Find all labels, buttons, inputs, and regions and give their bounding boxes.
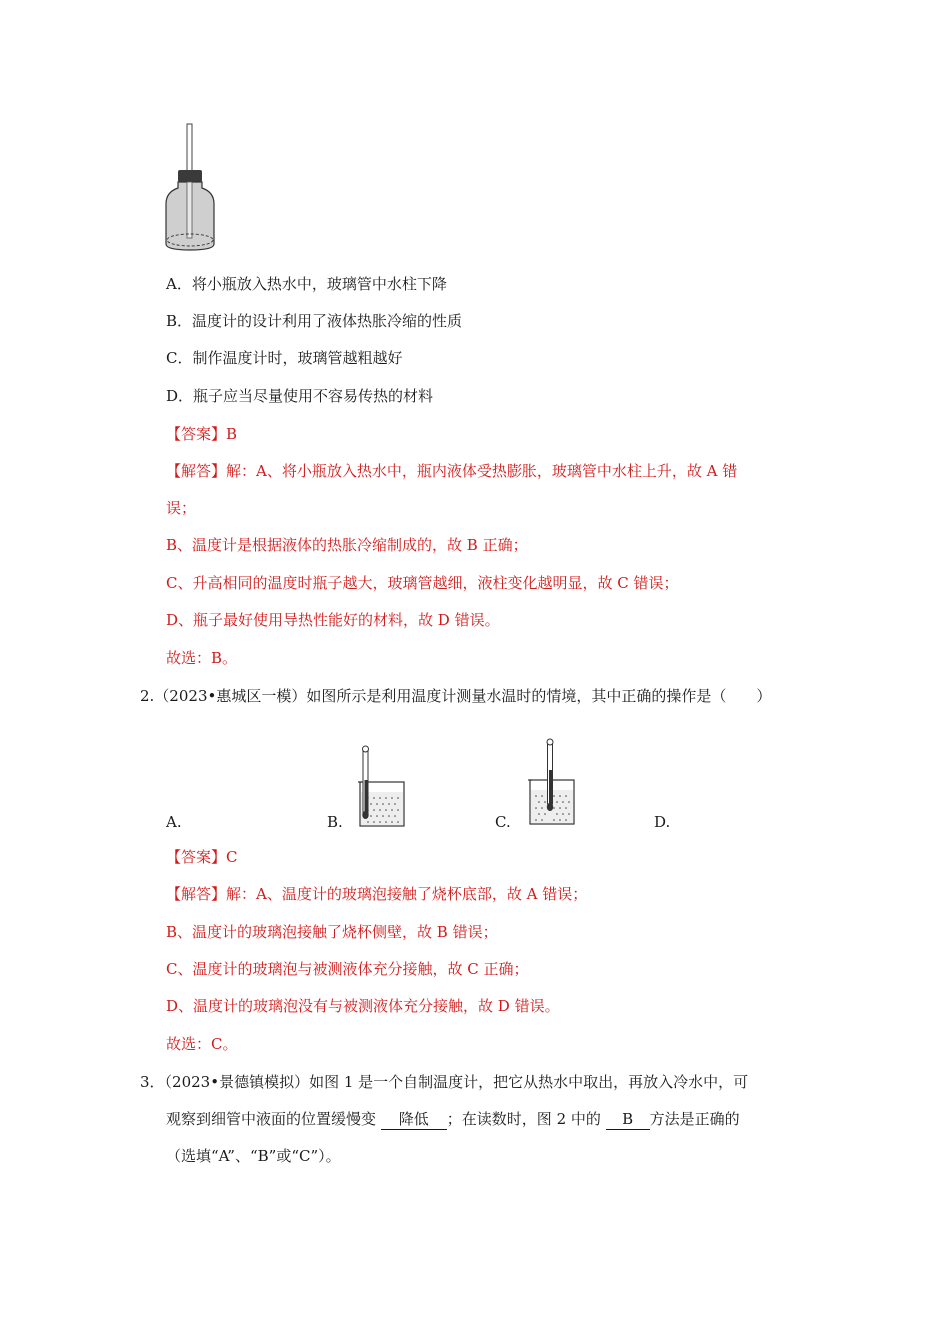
q2-answer-label: 【答案】 xyxy=(166,848,227,866)
q3-line-1: 3．（2023•景德镇模拟）如图 1 是一个自制温度计，把它从热水中取出，再放入冷水中，可 xyxy=(140,1073,749,1091)
q2-figure-c xyxy=(524,736,580,828)
q2-analysis-line-2: B、温度计的玻璃泡接触了烧杯侧壁，故 B 错误； xyxy=(166,923,498,941)
q3-line-2-post: 方法是正确的 xyxy=(649,1110,740,1128)
q1-analysis-line-6: 故选：B。 xyxy=(166,649,238,667)
q1-analysis-line-4: C、升高相同的温度时瓶子越大，玻璃管越细，液柱变化越明显，故 C 错误； xyxy=(166,574,679,592)
q3-blank-1: 降低 xyxy=(381,1109,447,1130)
q1-analysis-line-1 xyxy=(166,461,737,481)
q1-answer-value: B xyxy=(226,425,238,443)
q1-analysis-line-2: 误； xyxy=(166,499,197,517)
q2-stem: 2.（2023•惠城区一模）如图所示是利用温度计测量水温时的情境，其中正确的操作是（ ） xyxy=(140,687,772,705)
q2-option-a-label: A. xyxy=(166,813,182,831)
q2-option-c-label: C. xyxy=(495,813,511,831)
q1-analysis-line-5: D、瓶子最好使用导热性能好的材料，故 D 错误。 xyxy=(166,611,500,629)
q2-analysis-label: 【解答】 xyxy=(166,885,227,903)
q2-option-d-label: D. xyxy=(654,813,671,831)
q1-option-b: B．温度计的设计利用了液体热胀冷缩的性质 xyxy=(166,312,463,330)
q2-analysis-line-5: 故选：C。 xyxy=(166,1035,238,1053)
q1-option-a: A．将小瓶放入热水中，玻璃管中水柱下降 xyxy=(166,275,447,293)
q1-option-d: D．瓶子应当尽量使用不容易传热的材料 xyxy=(166,387,434,405)
q2-analysis-line-4: D、温度计的玻璃泡没有与被测液体充分接触，故 D 错误。 xyxy=(166,997,560,1015)
q2-figure-b xyxy=(354,740,410,830)
q1-option-c: C．制作温度计时，玻璃管越粗越好 xyxy=(166,349,403,367)
q2-answer xyxy=(166,847,238,867)
q1-analysis-line-3: B、温度计是根据液体的热胀冷缩制成的，故 B 正确； xyxy=(166,536,528,554)
q2-analysis-line-3: C、温度计的玻璃泡与被测液体充分接触，故 C 正确； xyxy=(166,960,529,978)
q1-analysis-text-1: 解：A、将小瓶放入热水中，瓶内液体受热膨胀，玻璃管中水柱上升，故 A 错 xyxy=(226,462,738,480)
q2-answer-value: C xyxy=(226,848,238,866)
q2-option-b-label: B. xyxy=(327,813,343,831)
q3-line-3: （选填“A”、“B”或“C”）。 xyxy=(166,1147,341,1165)
q3-line-2-mid: ；在读数时，图 2 中的 xyxy=(446,1110,601,1128)
homemade-thermometer-figure xyxy=(160,122,220,254)
q1-answer xyxy=(166,424,237,444)
q2-analysis-line-1 xyxy=(166,884,587,904)
q2-analysis-text-1: 解：A、温度计的玻璃泡接触了烧杯底部，故 A 错误； xyxy=(226,885,588,903)
q3-blank-2: B xyxy=(606,1109,650,1130)
q1-analysis-label: 【解答】 xyxy=(166,462,227,480)
q3-line-2-pre: 观察到细管中液面的位置缓慢变 xyxy=(166,1110,377,1128)
q1-answer-label: 【答案】 xyxy=(166,425,227,443)
q3-line-2 xyxy=(166,1109,740,1130)
